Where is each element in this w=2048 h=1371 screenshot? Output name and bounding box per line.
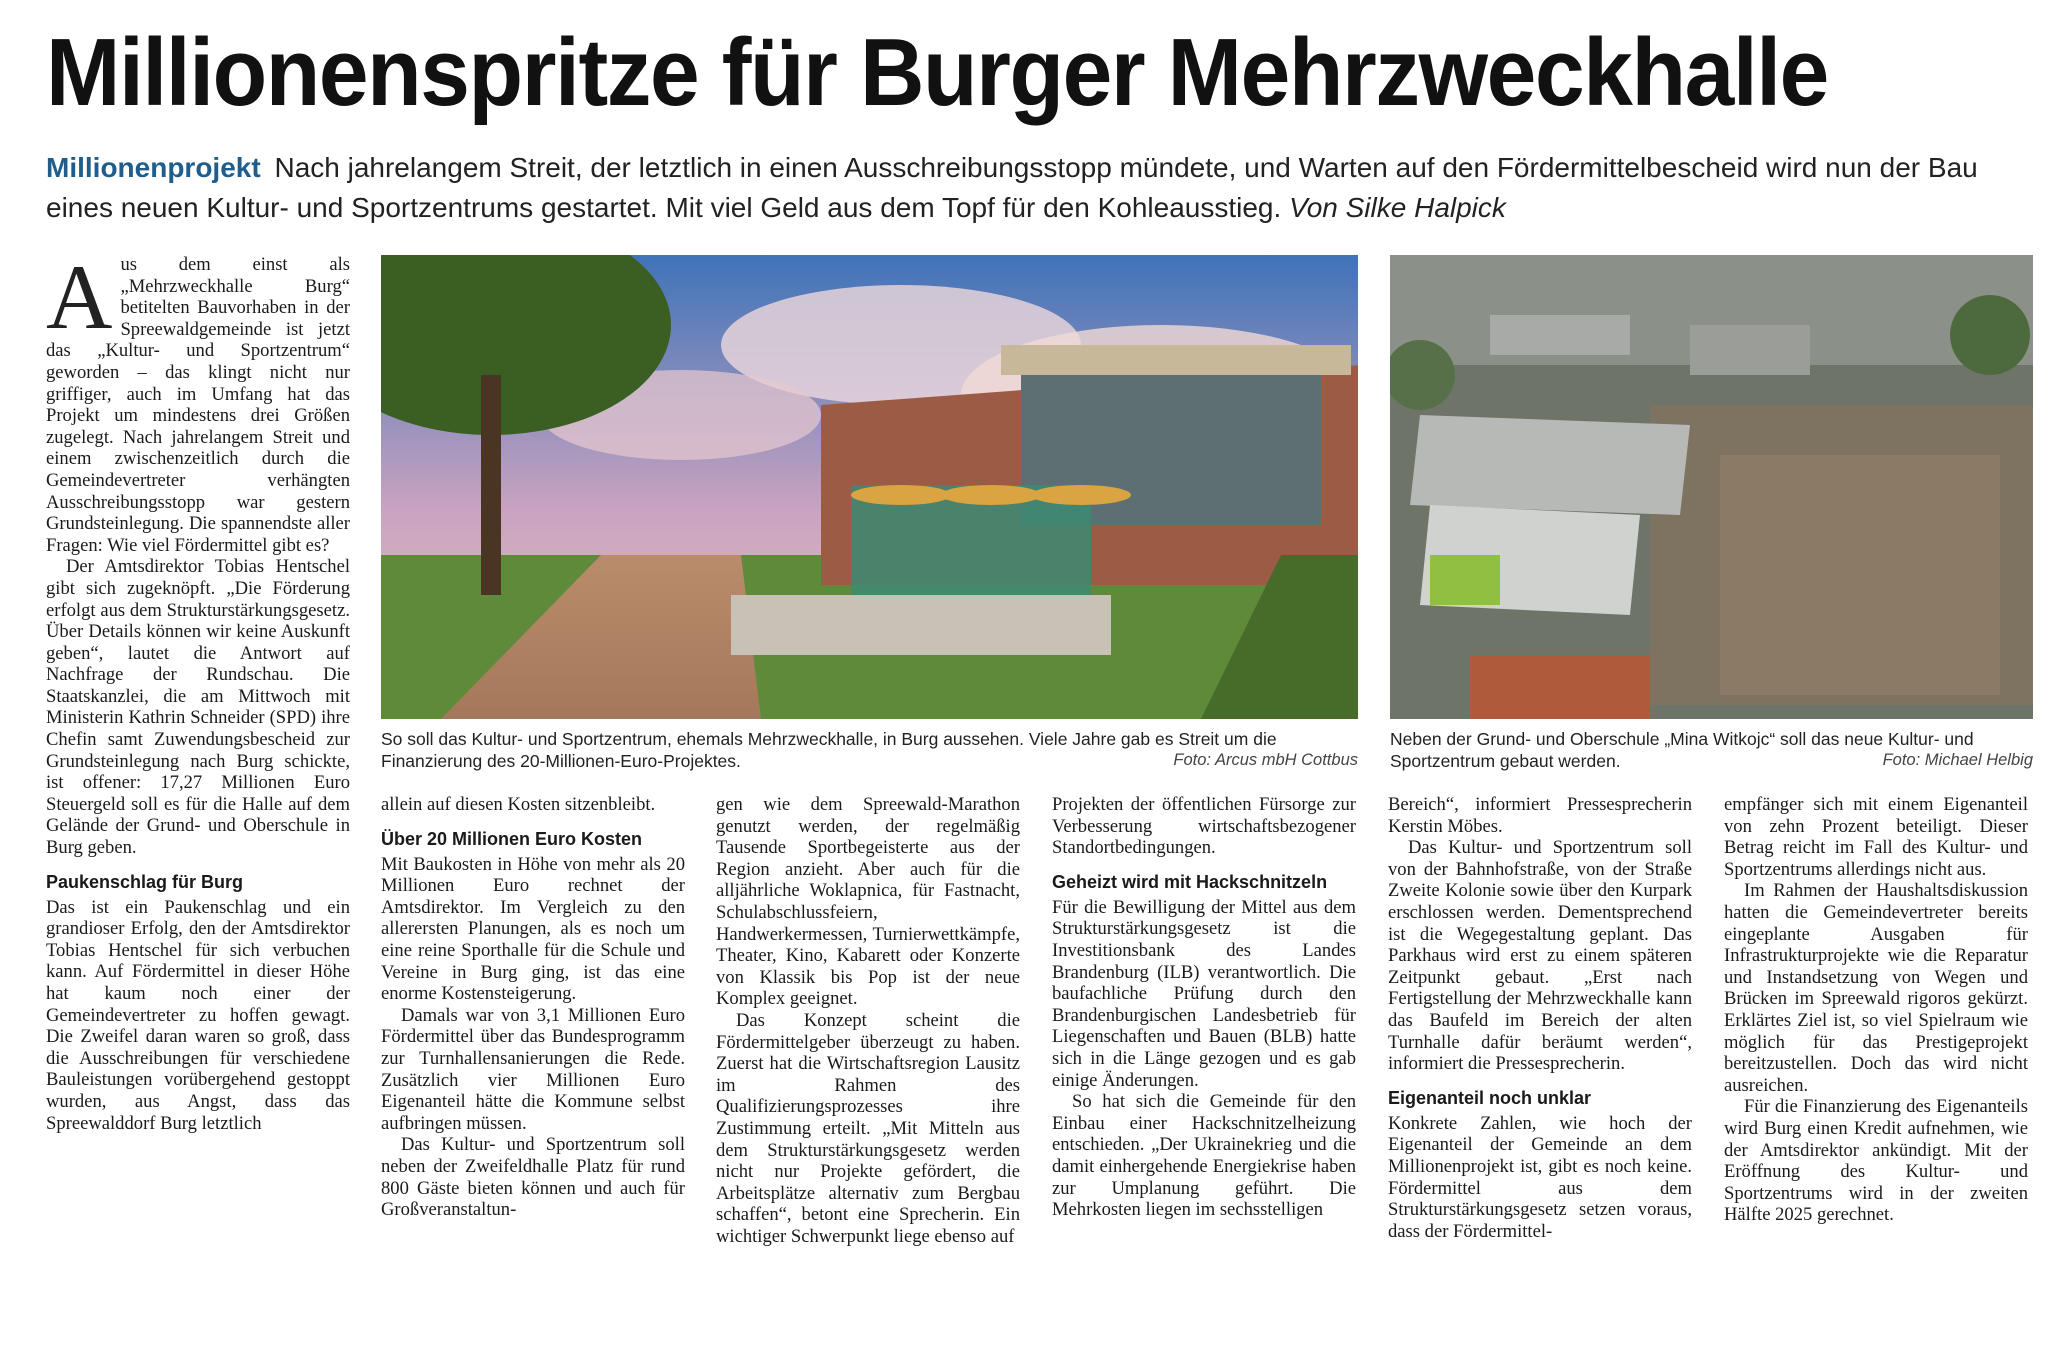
- aerial-caption: Neben der Grund- und Oberschule „Mina Witkojc“ soll das neue Kultur- und Sportzentrum gebaut werden.: [1390, 729, 1974, 771]
- paragraph: Das Kultur- und Sportzentrum soll neben der Zweifeldhalle Platz für rund 800 Gäste bieten können und auch für Großveranstaltun-: [381, 1134, 685, 1221]
- paragraph: allein auf diesen Kosten sitzenbleibt.: [381, 794, 656, 815]
- lead-paragraph: [46, 148, 2006, 228]
- paragraph: Damals war von 3,1 Millionen Euro Fördermittel über das Bundesprogramm zur Turnhallensanierungen die Rede. Zusätzlich vier Millionen Euro Eigenanteil hätte die Kommune selbst aufbringen müssen.: [381, 1004, 685, 1134]
- paragraph: Im Rahmen der Haushaltsdiskussion hatten die Gemeindevertreter bereits eingeplante Ausgaben für Infrastrukturprojekte wie die Reparatur und Instandsetzung von Wegen und Brücken im Spreewald rigoros gekürzt. Erklärtes Ziel ist, so viel Spielraum wie möglich für das Prestigeprojekt bereitzustellen. Doch das wird nicht ausreichen.: [1724, 880, 2028, 1096]
- subheading: Eigenanteil noch unklar: [1388, 1087, 1592, 1108]
- column-1: [46, 246, 350, 1349]
- paragraph: Das Kultur- und Sportzentrum soll von der Bahnhofstraße, von der Straße Zweite Kolonie sowie über den Kurpark erschlossen werden. Dementsprechend ist die Wegegestaltung geplant. Das Parkhaus wird erst zu einem späteren Zeitpunkt gebaut. „Erst nach Fertigstellung der Mehrzweckhalle kann das Baufeld im Bereich der alten Turnhalle dafür beräumt werden“, informiert die Pressesprecherin.: [1388, 837, 1692, 1075]
- subheading: Geheizt wird mit Hackschnitzeln: [1052, 871, 1328, 892]
- paragraph: Für die Finanzierung des Eigenanteils wird Burg einen Kredit aufnehmen, wie der Amtsdirektor ankündigt. Mit der Eröffnung des Kultur- und Sportzentrums wird in der zweiten Hälfte 2025 gerechnet.: [1724, 1096, 2028, 1226]
- paragraph: Projekten der öffentlichen Fürsorge zur Verbesserung wirtschaftsbezogener Standortbedingungen.: [1052, 794, 1356, 859]
- rendering-image: [381, 255, 1358, 719]
- lead-text: Nach jahrelangem Streit, der letztlich in einen Ausschreibungsstopp mündete, und Warten auf den Fördermittelbescheid wird nun der Bau eines neuen Kultur- und Sportzentrums gestartet. Mit viel Geld aus dem Topf für den Kohleausstieg.: [46, 152, 1978, 223]
- rendering-caption: So soll das Kultur- und Sportzentrum, ehemals Mehrzweckhalle, in Burg aussehen. Viele Jahre gab es Streit um die Finanzierung des 20-Millionen-Euro-Projektes.: [381, 729, 1277, 771]
- headline: Millionenspritze für Burger Mehrzweckhalle: [46, 19, 1828, 126]
- paragraph: Aus dem einst als „Mehrzweckhalle Burg“ betitelten Bauvorhaben in der Spreewaldgemeinde ist jetzt das „Kultur- und Sportzentrum“ geworden – das klingt nicht nur griffiger, auch im Umfang hat das Projekt um mindestens drei Größen zugelegt. Nach jahrelangem Streit und einem zwischenzeitlich durch die Gemeindevertreter verhängten Ausschreibungsstopp war gestern Grundsteinlegung. Die spannendste aller Fragen: Wie viel Fördermittel gibt es?: [46, 246, 350, 556]
- subheading: Paukenschlag für Burg: [46, 871, 244, 892]
- aerial-image: [1390, 255, 2033, 719]
- paragraph: Das ist ein Paukenschlag und ein grandioser Erfolg, den der Amtsdirektor Tobias Hentschel für sich verbuchen kann. Auf Fördermittel in dieser Höhe hat kaum noch einer der Gemeindevertreter zu hoffen gewagt. Die Zweifel daran waren so groß, dass die Ausschreibungen für verschiedene Bauleistungen vorübergehend gestoppt wurden, aus Angst, dass das Spreewalddorf Burg letztlich: [46, 896, 350, 1134]
- paragraph: gen wie dem Spreewald-Marathon genutzt werden, der regelmäßig Tausende Sportbegeisterte aus der Region anzieht. Aber auch für die alljährliche Woklapnica, für Fastnacht, Schulabschlussfeiern, Handwerkermessen, Turnierwettkämpfe, Theater, Kino, Kabarett oder Konzerte von Klassik bis Pop ist der neue Komplex geeignet.: [716, 794, 1020, 1010]
- paragraph: Der Amtsdirektor Tobias Hentschel gibt sich zugeknöpft. „Die Förderung erfolgt aus dem Strukturstärkungsgesetz. Über Details können wir keine Auskunft geben“, lautet die Antwort auf Nachfrage der Rundschau. Die Staatskanzlei, die am Mittwoch mit Ministerin Kathrin Schneider (SPD) ihre Chefin samt Zuwendungsbescheid zur Grundsteinlegung nach Burg schickte, ist offener: 17,27 Millionen Euro Steuergeld soll es für die Halle auf dem Gelände der Grund- und Oberschule in Burg geben.: [46, 556, 350, 859]
- paragraph: Konkrete Zahlen, wie hoch der Eigenanteil der Gemeinde an dem Millionenprojekt ist, gibt es noch keine. Fördermittel aus dem Strukturstärkungsgesetz setzen voraus, dass der Fördermittel-: [1388, 1112, 1692, 1242]
- drop-cap: A: [46, 246, 113, 348]
- paragraph: Das Konzept scheint die Fördermittelgeber überzeugt zu haben. Zuerst hat die Wirtschaftsregion Lausitz im Rahmen des Qualifizierungsprozesses ihre Zustimmung erteilt. „Mit Mitteln aus dem Strukturstärkungsgesetz werden nicht nur Projekte gefördert, die Arbeitsplätze alternativ zum Bergbau schaffen“, betont eine Sprecherin. Ein wichtiger Schwerpunkt liege ebenso auf: [716, 1009, 1020, 1247]
- paragraph: empfänger sich mit einem Eigenanteil von zehn Prozent beteiligt. Dieser Betrag reicht im Fall des Kultur- und Sportzentrums allerdings nicht aus.: [1724, 794, 2028, 880]
- paragraph: So hat sich die Gemeinde für den Einbau einer Hackschnitzelheizung entschieden. „Der Ukrainekrieg und die damit einhergehende Energiekrise haben zur Umplanung geführt. Die Mehrkosten liegen im sechsstelligen: [1052, 1091, 1356, 1221]
- subheading: Über 20 Millionen Euro Kosten: [381, 828, 643, 849]
- rendering-photo: [381, 255, 1358, 719]
- column-2: [381, 794, 685, 1350]
- rendering-credit: Foto: Arcus mbH Cottbus: [1173, 751, 1358, 769]
- paragraph: Für die Bewilligung der Mittel aus dem Strukturstärkungsgesetz ist die Investitionsbank des Landes Brandenburg (ILB) verantwortlich. Die baufachliche Prüfung durch den Brandenburgischen Landesbetrieb für Liegenschaften und Bauen (BLB) hatte sich in die Länge gezogen und es gab einige Änderungen.: [1052, 896, 1356, 1091]
- column-3: [716, 794, 1020, 1350]
- aerial-credit: Foto: Michael Helbig: [1882, 751, 2033, 769]
- aerial-photo: [1390, 255, 2033, 719]
- column-6: [1724, 794, 2028, 1350]
- column-4: [1052, 794, 1356, 1350]
- paragraph: Bereich“, informiert Pressesprecherin Kerstin Möbes.: [1388, 794, 1692, 837]
- paragraph: Mit Baukosten in Höhe von mehr als 20 Millionen Euro rechnet der Amtsdirektor. Im Vergleich zu den allerersten Planungen, als es noch um eine reine Sporthalle für die Schule und Vereine in Burg ging, ist das eine enorme Kostensteigerung.: [381, 853, 685, 1005]
- kicker: Millionenprojekt: [46, 152, 261, 183]
- byline: Von Silke Halpick: [1289, 192, 1506, 223]
- column-5: [1388, 794, 1692, 1350]
